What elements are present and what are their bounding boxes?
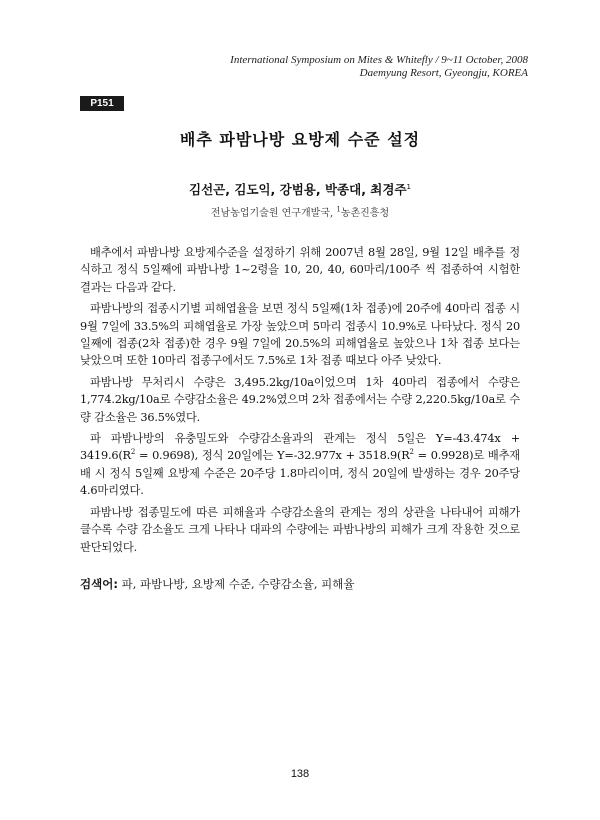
header-line-2: Daemyung Resort, Gyeongju, KOREA	[359, 67, 528, 79]
r-squared-exp-1: 2	[130, 448, 136, 457]
keywords-items: 파, 파밤나방, 요방제 수준, 수량감소율, 피해율	[117, 577, 355, 591]
header-line-1: International Symposium on Mites & Whitefly / 9~11 October, 2008	[230, 54, 528, 66]
regression-text-1: 파 파밤나방의 유충밀도와 수량감소율과의 관계는 정식 5일은 Y=-43.474x + 3419.6(R	[80, 432, 520, 463]
symposium-header	[230, 54, 528, 80]
keywords-label: 검색어:	[80, 577, 118, 591]
regression-text-2: = 0.9698), 정식 20일에는 Y=-32.977x + 3518.9(R	[135, 449, 410, 463]
author-affiliation-mark: 1	[406, 182, 411, 191]
abstract-body	[80, 244, 520, 560]
abstract-paragraph-5: 파밤나방 접종밀도에 따른 피해율과 수량감소율의 관계는 정의 상관을 나타내어 피해가 클수록 수량 감소율도 크게 나타나 대파의 수량에는 파밤나방의 피해가 크게 작용한 것으로 판단되었다.	[80, 505, 520, 554]
affiliation-second: 농촌진흥청	[340, 208, 390, 219]
abstract-paragraph-1: 배추에서 파밤나방 요방제수준을 설정하기 위해 2007년 8월 28일, 9월 12일 배추를 정식하고 정식 5일째에 파밤나방 1~2령을 10, 20, 40, 60마리/100주 씩 접종하여 시험한 결과는 다음과 같다.	[80, 246, 520, 294]
affiliation-mark: 1	[336, 205, 341, 214]
affiliation-main: 전남농업기술원 연구개발국,	[210, 208, 337, 219]
keywords	[80, 576, 520, 592]
r-squared-exp-2: 2	[409, 448, 414, 457]
regression-text-3: = 0.9928)로 배추재배 시 정식 5일째 요방제 수준은 20주당 1.8마리이며, 정식 20일에 발생하는 경우 20주당 4.6마리였다.	[80, 449, 520, 498]
abstract-paragraph-3: 파밤나방 무처리시 수량은 3,495.2kg/10a이었으며 1차 40마리 접종에서 수량은 1,774.2kg/10a로 수량감소율은 49.2%였으며 2차 접종에서는 수량 2,220.5kg/10a로 수량 감소율은 36.5%였다.	[80, 375, 520, 424]
abstract-paragraph-4	[80, 430, 520, 500]
affiliation	[0, 204, 600, 219]
author-list	[0, 180, 600, 198]
abstract-paragraph-2: 파밤나방의 접종시기별 피해엽율을 보면 정식 5일째(1차 접종)에 20주에 40마리 접종 시 9월 7일에 33.5%의 피해엽율로 가장 높았으며 5마리 접종시 10.9%로 나타났다. 정식 20일째에 접종(2차 접종)한 경우 9월 7일에 20.5%의 피해엽율로 높았으나 1차 접종 보다는 낮았으며 또한 10마리 접종구에서도 7.5%로 1차 접종 때보다 아주 낮았다.	[80, 302, 520, 368]
author-names: 김선곤, 김도익, 강범용, 박종대, 최경주	[189, 182, 407, 197]
paper-title: 배추 파밤나방 요방제 수준 설정	[179, 130, 421, 149]
page-number: 138	[290, 768, 310, 780]
poster-id-badge: P151	[80, 96, 124, 111]
